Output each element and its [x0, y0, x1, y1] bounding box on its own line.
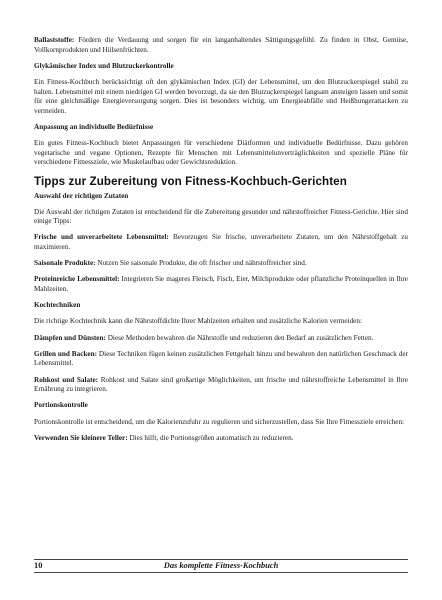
paragraph-portionskontrolle: Portionskontrolle ist entscheidend, um die Kalorienzufuhr zu regulieren und sicherzustellen, dass Sie Ihre Fitnessziele erreichen:	[34, 417, 405, 426]
subheading-kochtechniken: Kochtechniken	[34, 301, 81, 310]
term-label: Ballaststoffe:	[34, 36, 75, 44]
subheading-anpassung: Anpassung an individuelle Bedürfnisse	[34, 122, 154, 131]
paragraph-anpassung: Ein gutes Fitness-Kochbuch bietet Anpassungen für verschiedene Diätformen und individuelle Bedürfnisse. Dazu gehören vegetarische und vegane Optionen, Rezepte für Menschen mit Lebensmittelunverträglichkeiten und spezielle Pläne für verschiedene Fitnessziele, wie Muskelaufbau oder Gewichtsreduktion.	[34, 139, 408, 167]
item-grillen	[34, 350, 408, 369]
item-rohkost	[34, 376, 408, 395]
term-label: Grillen und Backen:	[34, 349, 97, 358]
term-text: Diese Methoden bewahren die Nährstoffe und reduzieren den Bedarf an zusätzlichen Fetten.	[105, 333, 374, 342]
page-footer	[34, 559, 408, 573]
term-text: Fördern die Verdauung und sorgen für ein langanhaltendes Sättigungsgefühl. Zu finden in Obst, Gemüse, Vollkornprodukten und Hülsenfrüchten.	[34, 36, 408, 54]
page-number: 10	[34, 561, 43, 570]
term-text: Integrieren Sie mageres Fleisch, Fisch, Eier, Milchprodukte oder pflanzliche Proteinquellen in Ihre Mahlzeiten.	[34, 275, 408, 294]
item-saisonale	[34, 259, 408, 269]
page-content	[34, 36, 408, 450]
subheading-glykaemischer-index: Glykämischer Index und Blutzuckerkontrolle	[34, 61, 174, 70]
item-frische	[34, 233, 408, 252]
term-label: Dämpfen und Dünsten:	[34, 333, 106, 342]
term-label: Rohkost und Salate:	[34, 375, 99, 384]
paragraph-glykaemischer-index: Ein Fitness-Kochbuch berücksichtigt oft den glykämischen Index (GI) der Lebensmittel, um den Blutzuckerspiegel stabil zu halten. Lebensmittel mit einem niedrigen GI werden bevorzugt, da sie den Blutzuckerspiegel langsam ansteigen lassen und somit für eine gleichmäßige Energieversorgung sorgen. Dies ist besonders wichtig, um Energieabfälle und Heißhungerattacken zu vermeiden.	[34, 77, 408, 115]
paragraph-zutaten: Die Auswahl der richtigen Zutaten ist entscheidend für die Zubereitung gesunder und nährstoffreicher Fitness-Gerichte. Hier sind einige Tipps:	[34, 207, 408, 226]
term-label: Verwenden Sie kleinere Teller:	[34, 433, 128, 442]
term-text: Dies hilft, die Portionsgrößen automatisch zu reduzieren.	[127, 433, 294, 442]
book-title: Das komplette Fitness-Kochbuch	[163, 561, 279, 570]
term-text: Diese Techniken fügen keinen zusätzlichen Fettgehalt hinzu und bewahren den natürlichen Geschmack der Lebensmittel.	[34, 349, 408, 368]
subheading-portionskontrolle: Portionskontrolle	[34, 401, 88, 410]
term-label: Frische und unverarbeitete Lebensmittel:	[34, 233, 169, 242]
term-text: Nutzen Sie saisonale Produkte, die oft frischer und nährstoffreicher sind.	[95, 259, 307, 268]
term-label: Proteinreiche Lebensmittel:	[34, 275, 120, 284]
item-daempfen	[34, 334, 408, 344]
subheading-zutaten: Auswahl der richtigen Zutaten	[34, 191, 129, 200]
term-text: Bevorzugen Sie frische, unverarbeitete Zutaten, um den Nährstoffgehalt zu maximieren.	[34, 233, 408, 252]
paragraph-kochtechniken: Die richtige Kochtechnik kann die Nährstoffdichte Ihrer Mahlzeiten erhalten und zusätzliche Kalorien vermeiden:	[34, 317, 362, 326]
item-teller	[34, 434, 408, 444]
term-label: Saisonale Produkte:	[34, 259, 96, 268]
item-proteinreiche	[34, 275, 408, 294]
paragraph-ballaststoffe	[34, 36, 408, 55]
term-text: Rohkost und Salate sind großartige Möglichkeiten, um frische und nährstoffreiche Lebensmittel in Ihre Ernährung zu integrieren.	[34, 375, 408, 394]
section-heading: Tipps zur Zubereitung von Fitness-Kochbuch-Gerichten	[34, 174, 347, 188]
